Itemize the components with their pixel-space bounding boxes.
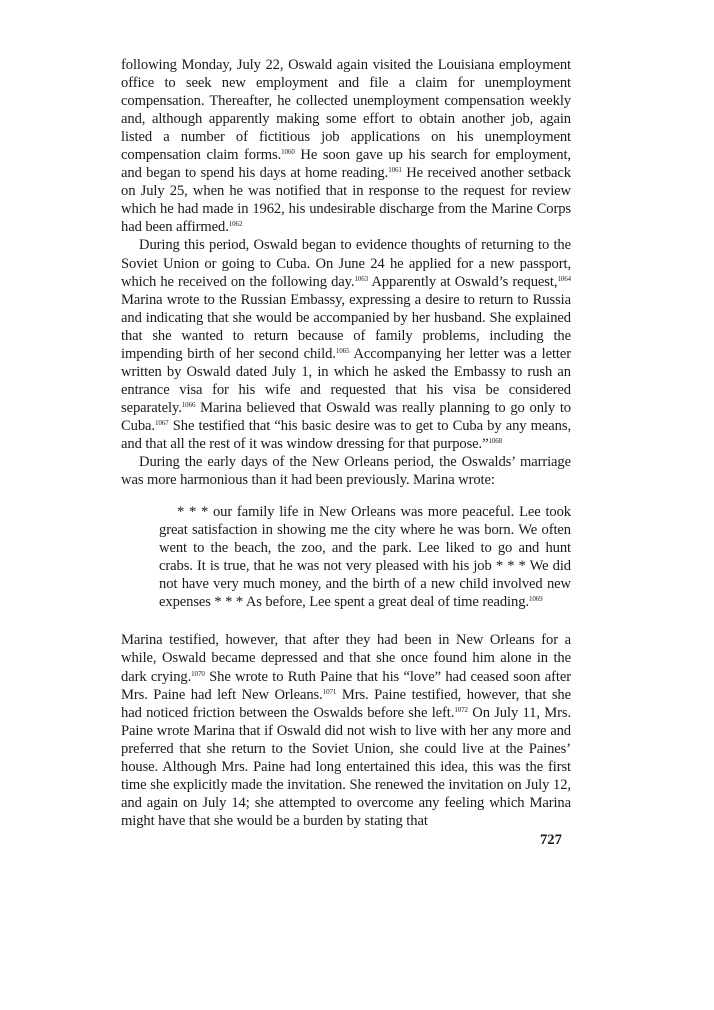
footnote-ref: 1067 (154, 418, 169, 427)
footnote-ref: 1065 (335, 346, 350, 355)
text-run: During the early days of the New Orleans period, the Oswalds’ marriage was more harmonious than it had been previously. Marina wrote: (121, 454, 571, 489)
text-run: Marina believed that Oswald was really planning to go only to Cuba. (121, 399, 571, 434)
footnote-ref: 1071 (322, 687, 337, 696)
footnote-ref: 1062 (228, 220, 243, 229)
footnote-ref: 1061 (388, 166, 402, 175)
text-run: following Monday, July 22, Oswald again visited the Louisiana employment office to seek new employment and file a claim for unemployment compensation. Thereafter, he collected unemployment compensation weekly and, although apparently making some effort to obtain another job, again listed a number of fictitious job applications on his unemployment compensation claim forms. (121, 57, 571, 164)
paragraph-1 (121, 56, 571, 236)
text-run: She wrote to Ruth Paine that his “love” had ceased soon after Mrs. Paine had left New Orleans. (121, 668, 571, 703)
footnote-ref: 1064 (557, 274, 571, 283)
text-run: During this period, Oswald began to evidence thoughts of returning to the Soviet Union or going to Cuba. On June 24 he applied for a new passport, which he received on the following day. (121, 237, 571, 290)
text-run: He received another setback on July 25, when he was notified that in response to the request for review which he had made in 1962, his undesirable discharge from the Marine Corps had been affirmed. (121, 165, 572, 236)
footnote-ref: 1060 (281, 148, 295, 157)
text-run: Marina testified, however, that after they had been in New Orleans for a while, Oswald became depressed and that she once found him alone in the dark crying. (121, 632, 571, 685)
text-run: He soon gave up his search for employment, and began to spend his days at home reading. (121, 147, 571, 182)
paragraph-2 (121, 236, 571, 453)
text-run: * * * our family life in New Orleans was more peaceful. Lee took great satisfaction in showing me the city where he was born. We often went to the beach, the zoo, and the park. Lee liked to go and hunt crabs. It is true, that he was not very pleased with his job * * * We did not have very much money, and the birth of a new child involved new expenses * * * As before, Lee spent a great deal of time reading. (159, 504, 571, 611)
page-number: 727 (540, 832, 562, 848)
footnote-ref: 1068 (488, 436, 503, 445)
footnote-ref: 1063 (354, 274, 369, 283)
footnote-ref: 1070 (191, 669, 205, 678)
paragraph-4 (121, 631, 571, 830)
text-run: Mrs. Paine testified, however, that she had noticed friction between the Oswalds before she left. (121, 686, 571, 721)
block-quote (159, 503, 571, 611)
footnote-ref: 1069 (528, 595, 543, 604)
footnote-ref: 1072 (454, 705, 468, 714)
text-run: On July 11, Mrs. Paine wrote Marina that if Oswald did not wish to live with her any more and preferred that she return to the Soviet Union, she could live at the Paines’ house. Although Mrs. Paine had long entertained this idea, this was the first time she explicitly made the invitation. She renewed the invitation on July 12, and again on July 14; she attempted to overcome any feeling which Marina might have that she would be a burden by stating that (121, 704, 571, 829)
body-text (121, 56, 571, 830)
text-run: She testified that “his basic desire was to get to Cuba by any means, and that all the rest of it was window dressing for that purpose.” (121, 417, 571, 452)
text-run: Accompanying her letter was a letter written by Oswald dated July 1, in which he asked the Embassy to rush an entrance visa for his wife and requested that his visa be considered separately. (121, 345, 571, 416)
paragraph-3 (121, 453, 571, 489)
footnote-ref: 1066 (181, 400, 196, 409)
text-run: Marina wrote to the Russian Embassy, expressing a desire to return to Russia and indicating that she would be accompanied by her husband. She explained that she wanted to return because of family problems, including the impending birth of her second child. (121, 291, 571, 362)
text-run: Apparently at Oswald’s request, (368, 273, 558, 290)
